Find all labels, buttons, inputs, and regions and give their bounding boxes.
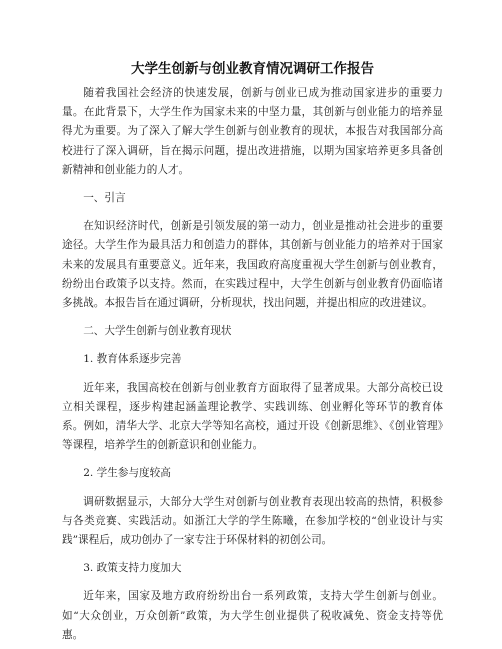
subsection-heading-policy-support: 3. 政策支持力度加大 bbox=[83, 562, 182, 575]
student-participation-paragraph: 调研数据显示，大部分大学生对创新与创业教育表现出较高的热情，积极参与各类竞赛、实践活动。如浙江大学的学生陈曦，在参加学校的“创业设计与实践”课程后，成功创办了一家专注于环保材料的初创公司。 bbox=[62, 495, 443, 547]
education-system-paragraph: 近年来，我国高校在创新与创业教育方面取得了显著成果。大部分高校已设立相关课程，逐步构建起涵盖理论教学、实践训练、创业孵化等环节的教育体系。例如，清华大学、北京大学等知名高校，通过开设《创新思维》、《创业管理》等课程，培养学生的创新意识和创业能力。 bbox=[62, 381, 443, 452]
subsection-heading-education-system: 1. 教育体系逐步完善 bbox=[83, 353, 182, 366]
document-title: 大学生创新与创业教育情况调研工作报告 bbox=[131, 61, 374, 77]
introduction-paragraph: 在知识经济时代，创新是引领发展的第一动力，创业是推动社会进步的重要途径。大学生作为最具活力和创造力的群体，其创新与创业能力的培养对于国家未来的发展具有重要意义。近年来，我国政府高度重视大学生创新与创业教育，纷纷出台政策予以支持。然而，在实践过程中，大学生创新与创业教育仍面临诸多挑战。本报告旨在通过调研，分析现状，找出问题，并提出相应的改进建议。 bbox=[62, 220, 443, 310]
section-heading-introduction: 一、引言 bbox=[83, 192, 126, 205]
subsection-heading-student-participation: 2. 学生参与度较高 bbox=[83, 467, 171, 480]
policy-support-paragraph: 近年来，国家及地方政府纷纷出台一系列政策，支持大学生创新与创业。如“大众创业，万众创新”政策，为大学生创业提供了税收减免、资金支持等优惠。 bbox=[62, 590, 443, 641]
intro-paragraph: 随着我国社会经济的快速发展，创新与创业已成为推动国家进步的重要力量。在此背景下，大学生作为国家未来的中坚力量，其创新与创业能力的培养显得尤为重要。为了深入了解大学生创新与创业教育的现状，本报告对我国部分高校进行了深入调研，旨在揭示问题，提出改进措施，以期为国家培养更多具备创新精神和创业能力的人才。 bbox=[62, 87, 443, 176]
section-heading-status: 二、大学生创新与创业教育现状 bbox=[83, 325, 232, 338]
